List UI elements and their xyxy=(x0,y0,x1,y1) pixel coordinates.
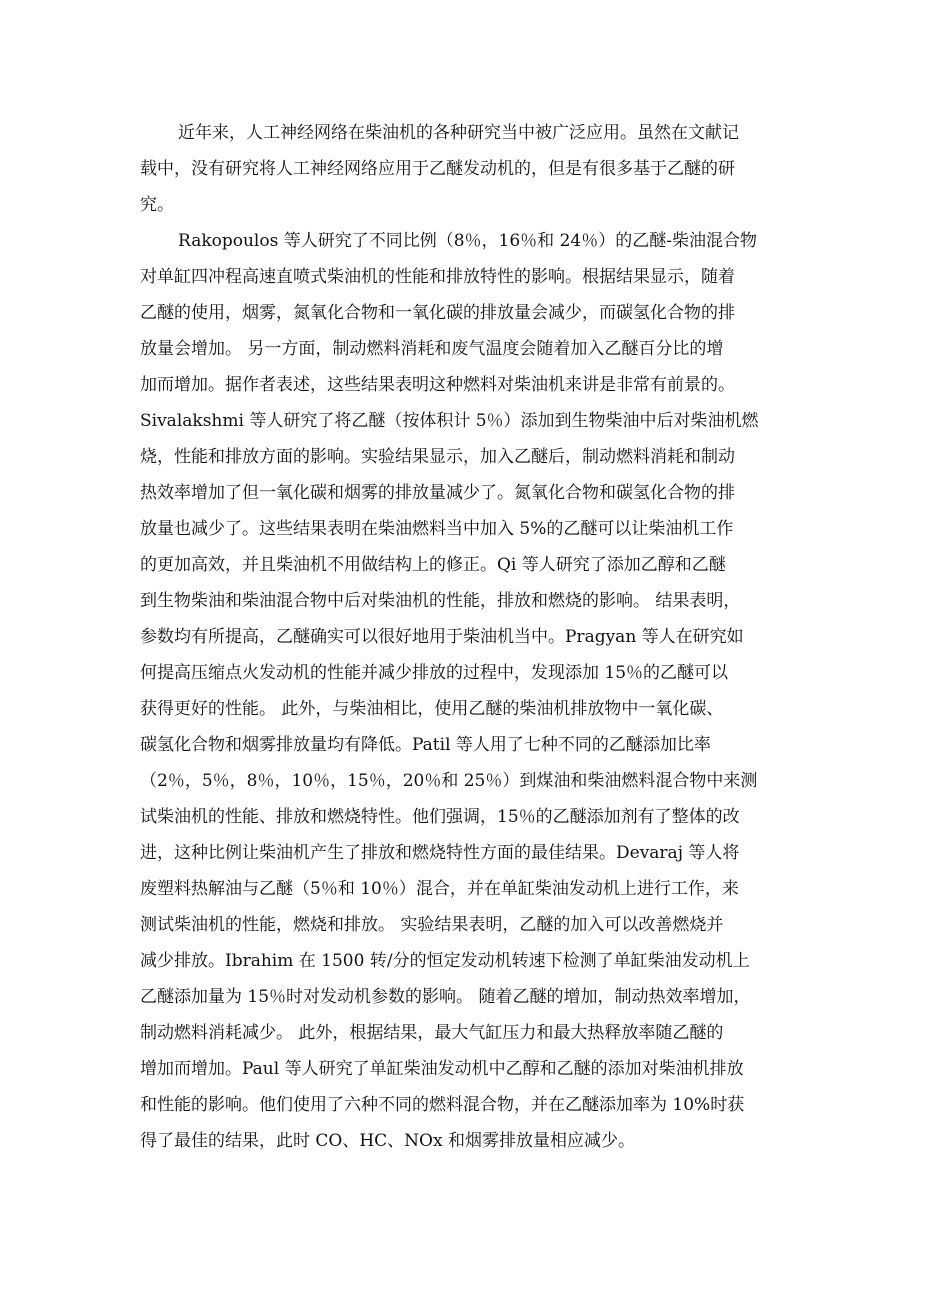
text-line: 载中，没有研究将人工神经网络应用于乙醚发动机的，但是有很多基于乙醚的研 xyxy=(140,159,735,179)
text-line: 何提高压缩点火发动机的性能并减少排放的过程中，发现添加 15％的乙醚可以 xyxy=(140,663,729,683)
text-line: 对单缸四冲程高速直喷式柴油机的性能和排放特性的影响。根据结果显示，随着 xyxy=(140,267,735,287)
text-line: 乙醚的使用，烟雾，氮氧化合物和一氧化碳的排放量会减少，而碳氢化合物的排 xyxy=(140,303,735,323)
text-line: 近年来，人工神经网络在柴油机的各种研究当中被广泛应用。虽然在文献记 xyxy=(178,123,739,143)
text-line: 制动燃料消耗减少。 此外，根据结果，最大气缸压力和最大热释放率随乙醚的 xyxy=(140,1023,724,1043)
text-line: 放量也减少了。这些结果表明在柴油燃料当中加入 5%的乙醚可以让柴油机工作 xyxy=(140,519,734,539)
text-line: 测试柴油机的性能，燃烧和排放。 实验结果表明，乙醚的加入可以改善燃烧并 xyxy=(140,915,724,935)
text-line: 进，这种比例让柴油机产生了排放和燃烧特性方面的最佳结果。Devaraj 等人将 xyxy=(140,843,740,863)
text-line: 放量会增加。 另一方面，制动燃料消耗和废气温度会随着加入乙醚百分比的增 xyxy=(140,339,724,359)
text-line xyxy=(140,1159,790,1195)
text-line: （2％，5％，8％，10％，15％，20％和 25％）到煤油和柴油燃料混合物中来测 xyxy=(140,771,758,791)
text-line: Sivalakshmi 等人研究了将乙醚（按体积计 5％）添加到生物柴油中后对柴油机燃 xyxy=(140,411,759,431)
text-line: 获得更好的性能。 此外，与柴油相比，使用乙醚的柴油机排放物中一氧化碳、 xyxy=(140,699,724,719)
text-line: 的更加高效，并且柴油机不用做结构上的修正。Qi 等人研究了添加乙醇和乙醚 xyxy=(140,555,726,575)
text-line: 试柴油机的性能、排放和燃烧特性。他们强调，15％的乙醚添加剂有了整体的改 xyxy=(140,807,740,827)
text-line: 烧，性能和排放方面的影响。实验结果显示，加入乙醚后，制动燃料消耗和制动 xyxy=(140,447,735,467)
text-line: 和性能的影响。他们使用了六种不同的燃料混合物，并在乙醚添加率为 10%时获 xyxy=(140,1095,745,1115)
text-line: 碳氢化合物和烟雾排放量均有降低。Patil 等人用了七种不同的乙醚添加比率 xyxy=(140,735,711,755)
text-line: 到生物柴油和柴油混合物中后对柴油机的性能，排放和燃烧的影响。 结果表明， xyxy=(140,591,741,611)
text-line: 究。 xyxy=(140,195,174,215)
document-body xyxy=(140,115,790,1195)
text-line: 增加而增加。Paul 等人研究了单缸柴油发动机中乙醇和乙醚的添加对柴油机排放 xyxy=(140,1059,744,1079)
text-line: 废塑料热解油与乙醚（5％和 10％）混合，并在单缸柴油发动机上进行工作，来 xyxy=(140,879,739,899)
text-line: 加而增加。据作者表述，这些结果表明这种燃料对柴油机来讲是非常有前景的。 xyxy=(140,375,735,395)
text-line: 减少排放。Ibrahim 在 1500 转/分的恒定发动机转速下检测了单缸柴油发动机上 xyxy=(140,951,750,971)
text-line: 乙醚添加量为 15％时对发动机参数的影响。 随着乙醚的增加，制动热效率增加， xyxy=(140,987,751,1007)
text-line: 热效率增加了但一氧化碳和烟雾的排放量减少了。氮氧化合物和碳氢化合物的排 xyxy=(140,483,735,503)
text-line: 得了最佳的结果，此时 CO、HC、NOx 和烟雾排放量相应减少。 xyxy=(140,1131,635,1151)
paragraph-2 xyxy=(140,223,790,1195)
text-line: 参数均有所提高，乙醚确实可以很好地用于柴油机当中。Pragyan 等人在研究如 xyxy=(140,627,744,647)
text-line: Rakopoulos 等人研究了不同比例（8％，16％和 24％）的乙醚-柴油混合物 xyxy=(178,231,757,251)
paragraph-1 xyxy=(140,115,790,223)
